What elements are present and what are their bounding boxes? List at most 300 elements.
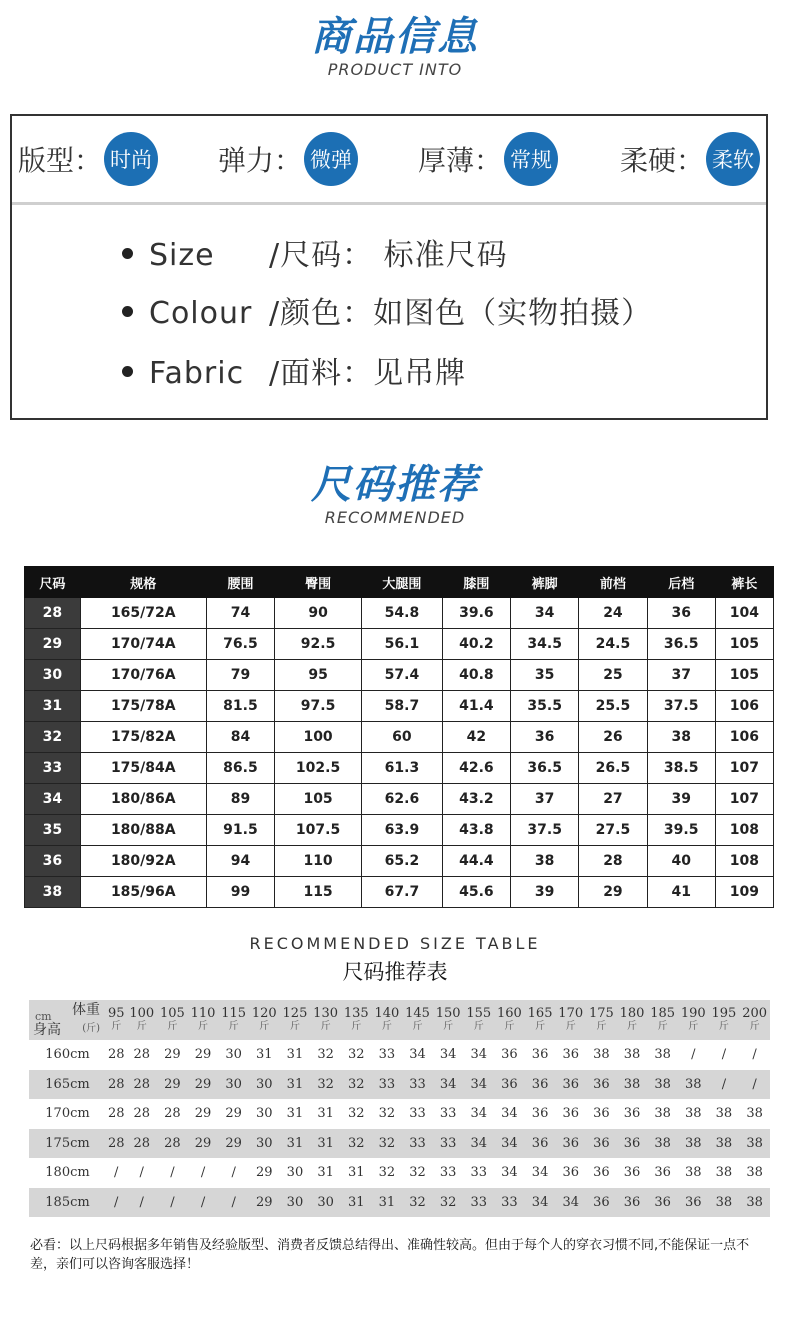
size-chart-cell: 180/92A — [80, 846, 206, 877]
size-chart-header-cell: 规格 — [80, 567, 206, 598]
weight-unit: 斤 — [688, 1021, 699, 1032]
height-label: 身高 — [33, 1022, 61, 1038]
rec-table-row — [29, 1099, 770, 1129]
rec-size-cell: 34 — [501, 1165, 518, 1181]
rec-size-cell: 38 — [746, 1106, 763, 1122]
size-chart-cell: 28 — [579, 846, 647, 877]
size-chart-cell: 27 — [579, 784, 647, 815]
rec-size-cell: 29 — [164, 1047, 181, 1063]
size-chart-cell: 105 — [715, 629, 773, 660]
weight-value: 170 — [558, 1006, 584, 1021]
size-chart-cell: 89 — [206, 784, 274, 815]
rec-size-cell: 38 — [746, 1165, 763, 1181]
size-chart-cell: 42 — [442, 722, 510, 753]
rec-size-cell: 29 — [218, 1129, 249, 1159]
attribute-value-badge: 柔软 — [706, 132, 760, 186]
attribute-label: 弹力： — [218, 144, 303, 177]
size-chart-cell: 107 — [715, 753, 773, 784]
product-info-subtitle: PRODUCT INTO — [327, 60, 463, 79]
rec-size-cell: / — [126, 1188, 157, 1218]
recommended-size-table — [29, 1000, 770, 1217]
rec-table-header-row — [29, 1000, 770, 1040]
rec-size-cell: 31 — [347, 1165, 365, 1181]
weight-value: 175 — [588, 1006, 614, 1021]
size-chart-row — [25, 629, 774, 660]
weight-header-cell — [617, 1000, 648, 1040]
size-cell: 36 — [25, 846, 81, 877]
size-chart-cell: 42.6 — [442, 753, 510, 784]
spec-label-en: Colour — [149, 296, 253, 331]
weight-header-cell — [555, 1000, 586, 1040]
rec-size-cell: 28 — [126, 1070, 157, 1100]
size-chart-cell: 40.2 — [442, 629, 510, 660]
weight-unit: 斤 — [412, 1021, 423, 1032]
size-cell: 33 — [25, 753, 81, 784]
size-chart-cell: 106 — [715, 722, 773, 753]
rec-size-cell: 32 — [341, 1129, 372, 1159]
rec-size-cell: 34 — [463, 1070, 494, 1100]
size-chart-cell: 86.5 — [206, 753, 274, 784]
rec-size-cell: 29 — [157, 1070, 188, 1100]
size-cell: 28 — [25, 598, 81, 629]
size-chart-cell: 24.5 — [579, 629, 647, 660]
size-chart-cell: 40.8 — [442, 660, 510, 691]
size-chart-cell: 44.4 — [442, 846, 510, 877]
weight-unit: 斤 — [289, 1021, 300, 1032]
size-cell: 34 — [25, 784, 81, 815]
weight-header-cell — [310, 1000, 341, 1040]
size-chart-cell: 107 — [715, 784, 773, 815]
product-info-box — [10, 114, 768, 420]
size-chart-cell: 91.5 — [206, 815, 274, 846]
size-chart-cell: 100 — [275, 722, 362, 753]
disclaimer-note: 必看：以上尺码根据多年销售及经验版型、消费者反馈总结得出、准确性较高。但由于每个人的穿衣习惯不同,不能保证一点不差，亲们可以咨询客服选择！ — [30, 1238, 750, 1272]
size-chart-row — [25, 753, 774, 784]
height-cell: 185cm — [29, 1188, 106, 1218]
weight-value: 195 — [711, 1006, 737, 1021]
size-chart-cell: 34 — [511, 598, 579, 629]
rec-size-cell: 36 — [501, 1047, 518, 1063]
attribute-row — [12, 116, 766, 205]
size-chart-cell: 115 — [275, 877, 362, 908]
size-chart-cell: 102.5 — [275, 753, 362, 784]
rec-size-cell: 36 — [678, 1188, 709, 1218]
weight-unit: 斤 — [111, 1021, 122, 1032]
size-chart-header-cell: 裤长 — [715, 567, 773, 598]
size-chart-cell: 45.6 — [442, 877, 510, 908]
size-chart-cell: 39 — [647, 784, 715, 815]
weight-header-cell — [647, 1000, 678, 1040]
rec-size-cell: 30 — [256, 1106, 273, 1122]
rec-size-cell: 38 — [647, 1129, 678, 1159]
spec-label-en: Fabric — [149, 356, 245, 391]
spec-value: /面料：见吊牌 — [269, 356, 467, 391]
rec-size-cell: 38 — [647, 1070, 678, 1100]
rec-size-cell: 38 — [685, 1165, 702, 1181]
size-chart-header-cell: 膝围 — [442, 567, 510, 598]
weight-unit: 斤 — [198, 1021, 209, 1032]
size-chart-cell: 24 — [579, 598, 647, 629]
size-chart-cell: 36 — [647, 598, 715, 629]
size-chart-cell: 110 — [275, 846, 362, 877]
rec-size-cell: 32 — [378, 1106, 396, 1122]
weight-value: 95 — [107, 1006, 125, 1021]
rec-size-cell: 34 — [525, 1188, 556, 1218]
rec-table-row — [29, 1188, 770, 1218]
rec-size-cell: 36 — [586, 1129, 617, 1159]
recommended-header — [0, 462, 790, 528]
height-unit: cm — [35, 1010, 52, 1023]
weight-value: 120 — [251, 1006, 277, 1021]
bullet-icon — [122, 248, 133, 259]
weight-unit: 斤 — [228, 1021, 239, 1032]
size-chart-cell: 74 — [206, 598, 274, 629]
size-chart-cell: 26 — [579, 722, 647, 753]
size-chart-cell: 39.6 — [442, 598, 510, 629]
weight-value: 145 — [405, 1006, 430, 1021]
rec-size-cell: 36 — [593, 1165, 610, 1181]
size-cell: 38 — [25, 877, 81, 908]
rec-size-cell: 29 — [194, 1047, 212, 1063]
weight-header-cell — [739, 1000, 770, 1040]
recommended-title: 尺码推荐 — [311, 462, 479, 508]
rec-size-cell: / — [106, 1188, 126, 1218]
size-chart-header-cell: 腰围 — [206, 567, 274, 598]
rec-size-cell: / — [218, 1188, 249, 1218]
rec-size-cell: 36 — [586, 1070, 617, 1100]
rec-size-cell: 34 — [470, 1047, 488, 1063]
size-chart-cell: 63.9 — [362, 815, 443, 846]
spec-fabric — [122, 348, 466, 392]
rec-size-cell: 34 — [501, 1106, 518, 1122]
rec-size-cell: / — [200, 1165, 206, 1181]
size-chart-cell: 106 — [715, 691, 773, 722]
rec-size-cell: 36 — [617, 1188, 648, 1218]
size-chart-cell: 92.5 — [275, 629, 362, 660]
weight-value: 165 — [527, 1006, 553, 1021]
weight-value: 110 — [190, 1006, 216, 1021]
size-chart-cell: 35.5 — [511, 691, 579, 722]
weight-unit: 斤 — [259, 1021, 270, 1032]
weight-unit: 斤 — [749, 1021, 760, 1032]
rec-size-cell: 38 — [709, 1188, 740, 1218]
weight-value: 130 — [313, 1006, 338, 1021]
rec-size-cell: / — [752, 1047, 757, 1063]
size-chart-row — [25, 598, 774, 629]
rec-size-cell: 31 — [286, 1047, 304, 1063]
rec-size-cell: 32 — [433, 1188, 464, 1218]
rec-size-cell: 38 — [715, 1106, 733, 1122]
rec-table-row — [29, 1070, 770, 1100]
size-chart-cell: 165/72A — [80, 598, 206, 629]
rec-size-cell: 30 — [286, 1165, 304, 1181]
size-chart-row — [25, 784, 774, 815]
size-chart-cell: 38.5 — [647, 753, 715, 784]
size-chart-row — [25, 722, 774, 753]
rec-size-cell: / — [739, 1070, 770, 1100]
size-chart-cell: 57.4 — [362, 660, 443, 691]
size-chart-cell: 34.5 — [511, 629, 579, 660]
spec-label-en: Size — [149, 238, 215, 273]
size-chart-cell: 35 — [511, 660, 579, 691]
rec-size-cell: 36 — [562, 1106, 579, 1122]
weight-value: 185 — [650, 1006, 676, 1021]
rec-size-cell: 28 — [106, 1129, 126, 1159]
size-chart-cell: 27.5 — [579, 815, 647, 846]
size-chart-cell: 36 — [511, 722, 579, 753]
product-info-header — [0, 14, 790, 80]
recommended-subtitle: RECOMMENDED — [324, 508, 466, 527]
size-chart-row — [25, 846, 774, 877]
weight-unit: 斤 — [718, 1021, 729, 1032]
size-chart-cell: 39 — [511, 877, 579, 908]
size-chart-cell: 109 — [715, 877, 773, 908]
rec-size-cell: 31 — [256, 1047, 273, 1063]
size-chart-cell: 99 — [206, 877, 274, 908]
weight-header-cell — [280, 1000, 311, 1040]
size-chart-cell: 43.2 — [442, 784, 510, 815]
size-chart-cell: 56.1 — [362, 629, 443, 660]
rec-size-cell: 29 — [249, 1188, 280, 1218]
rec-size-cell: 29 — [188, 1070, 219, 1100]
rec-size-cell: 29 — [256, 1165, 273, 1181]
rec-size-cell: 29 — [188, 1129, 219, 1159]
size-chart-cell: 39.5 — [647, 815, 715, 846]
rec-size-cell: 33 — [494, 1188, 525, 1218]
size-chart-header-cell: 后档 — [647, 567, 715, 598]
rec-size-cell: 32 — [402, 1188, 433, 1218]
rec-size-cell: 31 — [286, 1106, 304, 1122]
size-chart-row — [25, 877, 774, 908]
rec-size-cell: 33 — [439, 1106, 457, 1122]
attribute-label: 版型： — [18, 144, 103, 177]
rec-size-cell: 31 — [341, 1188, 372, 1218]
spec-colour — [122, 288, 652, 332]
size-chart-cell: 67.7 — [362, 877, 443, 908]
size-cell: 35 — [25, 815, 81, 846]
height-cell: 165cm — [29, 1070, 106, 1100]
rec-size-cell: 32 — [347, 1047, 365, 1063]
size-chart-cell: 36.5 — [511, 753, 579, 784]
rec-size-cell: 28 — [107, 1106, 125, 1122]
rec-size-cell: 32 — [341, 1070, 372, 1100]
rec-size-cell: 30 — [218, 1070, 249, 1100]
rec-size-cell: 28 — [107, 1047, 125, 1063]
rec-size-cell: 36 — [531, 1047, 549, 1063]
size-chart-cell: 36.5 — [647, 629, 715, 660]
rec-size-cell: 36 — [623, 1165, 641, 1181]
size-chart-row — [25, 691, 774, 722]
size-chart-cell: 97.5 — [275, 691, 362, 722]
weight-value: 125 — [282, 1006, 308, 1021]
weight-value: 180 — [619, 1006, 645, 1021]
rec-size-cell: 34 — [555, 1188, 586, 1218]
weight-value: 200 — [742, 1006, 768, 1021]
weight-header-cell — [157, 1000, 188, 1040]
rec-size-cell: / — [139, 1165, 144, 1181]
size-chart-cell: 38 — [647, 722, 715, 753]
rec-size-cell: 31 — [372, 1188, 403, 1218]
attribute-label: 柔硬： — [620, 144, 705, 177]
weight-unit: 斤 — [565, 1021, 576, 1032]
weight-label: 体重 — [72, 1002, 100, 1018]
rec-table-row — [29, 1040, 770, 1070]
weight-value: 190 — [680, 1006, 706, 1021]
rec-size-cell: 33 — [433, 1129, 464, 1159]
rec-size-cell: 36 — [531, 1106, 549, 1122]
rec-size-cell: 33 — [402, 1129, 433, 1159]
rec-table-title-cn: 尺码推荐表 — [342, 960, 448, 984]
rec-size-cell: 36 — [555, 1070, 586, 1100]
rec-size-cell: 32 — [317, 1047, 334, 1063]
product-info-title: 商品信息 — [311, 14, 479, 60]
size-chart-cell: 175/84A — [80, 753, 206, 784]
bullet-icon — [122, 306, 133, 317]
weight-value: 115 — [221, 1006, 247, 1021]
weight-unit: 斤 — [167, 1021, 178, 1032]
rec-size-cell: 38 — [685, 1106, 702, 1122]
size-chart-cell: 54.8 — [362, 598, 443, 629]
rec-size-cell: 36 — [617, 1129, 648, 1159]
rec-size-cell: 38 — [678, 1129, 709, 1159]
size-chart-cell: 25.5 — [579, 691, 647, 722]
weight-unit: 斤 — [626, 1021, 637, 1032]
weight-value: 150 — [435, 1006, 461, 1021]
rec-size-cell: 38 — [709, 1129, 740, 1159]
weight-unit: 斤 — [657, 1021, 668, 1032]
weight-header-cell — [249, 1000, 280, 1040]
attribute-style — [18, 128, 158, 190]
attribute-label: 厚薄： — [418, 144, 503, 177]
rec-size-cell: 30 — [310, 1188, 341, 1218]
rec-size-cell: 28 — [126, 1129, 157, 1159]
rec-size-cell: 33 — [409, 1106, 426, 1122]
size-chart-cell: 185/96A — [80, 877, 206, 908]
weight-header-cell — [494, 1000, 525, 1040]
rec-size-cell: / — [231, 1165, 236, 1181]
weight-header-cell — [188, 1000, 219, 1040]
size-chart-cell: 95 — [275, 660, 362, 691]
size-chart-cell: 90 — [275, 598, 362, 629]
size-chart-table — [24, 566, 774, 908]
attribute-softness — [620, 128, 760, 190]
size-cell: 31 — [25, 691, 81, 722]
spec-size — [122, 230, 508, 274]
size-chart-cell: 180/88A — [80, 815, 206, 846]
weight-header-cell — [433, 1000, 464, 1040]
rec-size-cell: 28 — [106, 1070, 126, 1100]
rec-size-cell: 38 — [739, 1188, 770, 1218]
rec-size-cell: 34 — [433, 1070, 464, 1100]
size-chart-cell: 175/82A — [80, 722, 206, 753]
rec-size-cell: 29 — [194, 1106, 212, 1122]
size-chart-header-row — [25, 567, 774, 598]
size-chart-cell: 26.5 — [579, 753, 647, 784]
size-chart-cell: 60 — [362, 722, 443, 753]
rec-size-cell: 32 — [409, 1165, 426, 1181]
weight-unit: (斤) — [82, 1023, 100, 1034]
height-cell: 170cm — [45, 1106, 90, 1122]
size-chart-cell: 29 — [579, 877, 647, 908]
weight-value: 155 — [466, 1006, 492, 1021]
rec-size-cell: 36 — [555, 1129, 586, 1159]
weight-header-cell — [525, 1000, 556, 1040]
height-cell: 175cm — [29, 1129, 106, 1159]
weight-unit: 斤 — [443, 1021, 454, 1032]
size-chart-cell: 84 — [206, 722, 274, 753]
rec-size-cell: 36 — [494, 1070, 525, 1100]
height-cell: 180cm — [45, 1165, 90, 1181]
size-chart-cell: 37 — [647, 660, 715, 691]
weight-unit: 斤 — [351, 1021, 362, 1032]
weight-header-cell — [678, 1000, 709, 1040]
weight-unit: 斤 — [473, 1021, 484, 1032]
spec-value: /尺码： 标准尺码 — [269, 238, 508, 273]
rec-table-row — [29, 1158, 770, 1188]
size-chart-cell: 40 — [647, 846, 715, 877]
size-chart-cell: 76.5 — [206, 629, 274, 660]
rec-size-cell: 34 — [409, 1047, 426, 1063]
weight-unit: 斤 — [504, 1021, 515, 1032]
size-chart-cell: 81.5 — [206, 691, 274, 722]
rec-size-cell: / — [114, 1165, 119, 1181]
weight-value: 100 — [129, 1006, 155, 1021]
height-cell: 160cm — [45, 1047, 90, 1063]
weight-header-cell — [586, 1000, 617, 1040]
rec-size-cell: 36 — [647, 1188, 678, 1218]
size-chart-cell: 41.4 — [442, 691, 510, 722]
rec-size-cell: / — [170, 1165, 175, 1181]
rec-size-cell: 33 — [402, 1070, 433, 1100]
attribute-elasticity — [218, 128, 358, 190]
size-chart-cell: 104 — [715, 598, 773, 629]
weight-unit: 斤 — [136, 1021, 147, 1032]
rec-size-cell: 38 — [715, 1165, 733, 1181]
rec-size-cell: / — [721, 1047, 727, 1063]
rec-size-cell: 33 — [378, 1047, 396, 1063]
weight-header-cell — [402, 1000, 433, 1040]
rec-size-cell: 31 — [317, 1106, 334, 1122]
rec-size-cell: 36 — [562, 1165, 579, 1181]
rec-size-cell: / — [188, 1188, 219, 1218]
weight-unit: 斤 — [320, 1021, 331, 1032]
rec-size-cell: 36 — [586, 1188, 617, 1218]
weight-header-cell — [463, 1000, 494, 1040]
weight-unit: 斤 — [535, 1021, 546, 1032]
size-chart-cell: 105 — [715, 660, 773, 691]
attribute-value-badge: 微弹 — [304, 132, 358, 186]
size-chart-cell: 37.5 — [647, 691, 715, 722]
rec-size-cell: 28 — [133, 1106, 151, 1122]
size-chart-cell: 175/78A — [80, 691, 206, 722]
size-chart-cell: 105 — [275, 784, 362, 815]
rec-size-cell: 32 — [347, 1106, 365, 1122]
rec-table-title-en: RECOMMENDED SIZE TABLE — [249, 934, 541, 953]
size-chart-header-cell: 大腿围 — [362, 567, 443, 598]
size-chart-cell: 108 — [715, 815, 773, 846]
rec-size-cell: / — [709, 1070, 740, 1100]
rec-size-cell: 28 — [164, 1106, 181, 1122]
rec-size-cell: 31 — [280, 1070, 311, 1100]
size-chart-cell: 180/86A — [80, 784, 206, 815]
rec-table-row — [29, 1129, 770, 1159]
weight-value: 135 — [343, 1006, 369, 1021]
weight-header-cell — [106, 1000, 126, 1040]
rec-size-cell: 30 — [249, 1129, 280, 1159]
size-chart-cell: 107.5 — [275, 815, 362, 846]
size-chart-cell: 37 — [511, 784, 579, 815]
rec-size-cell: 34 — [494, 1129, 525, 1159]
